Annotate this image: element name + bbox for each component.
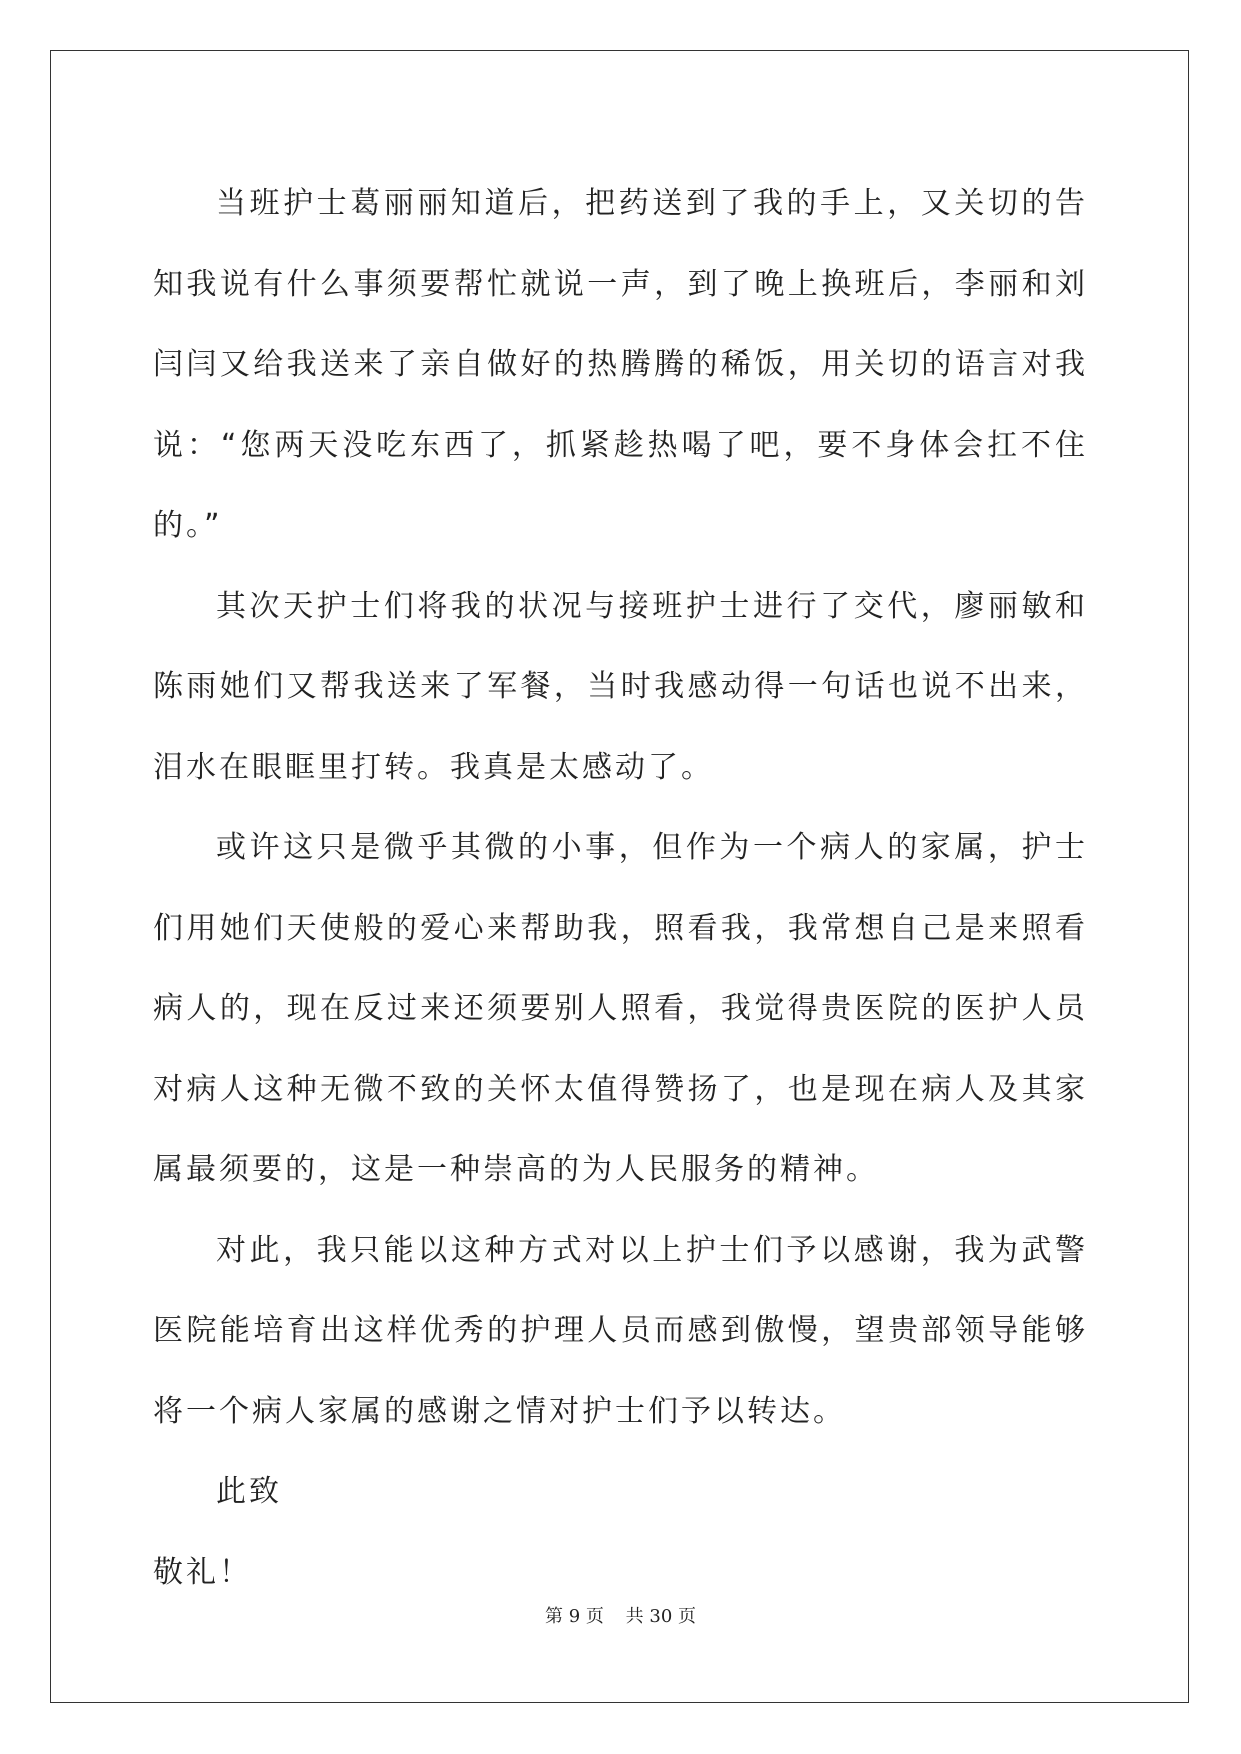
letter-body (153, 164, 1088, 1613)
paragraph-1: 当班护士葛丽丽知道后，把药送到了我的手上，又关切的告知我说有什么事须要帮忙就说一声，到了晚上换班后，李丽和刘闫闫又给我送来了亲自做好的热腾腾的稀饭，用关切的语言对我说：“您两天没吃东西了，抓紧趁热喝了吧，要不身体会扛不住的。” (153, 186, 1088, 543)
page-total: 共 30 页 (625, 1606, 696, 1627)
closing-jing-li: 敬礼！ (153, 1554, 252, 1590)
page-number: 第 9 页 (545, 1606, 604, 1627)
paragraph-2: 其次天护士们将我的状况与接班护士进行了交代，廖丽敏和陈雨她们又帮我送来了军餐，当时我感动得一句话也说不出来，泪水在眼眶里打转。我真是太感动了。 (153, 588, 1088, 785)
paragraph-4: 对此，我只能以这种方式对以上护士们予以感谢，我为武警医院能培育出这样优秀的护理人员而感到傲慢，望贵部领导能够将一个病人家属的感谢之情对护士们予以转达。 (153, 1232, 1088, 1429)
page-footer (0, 1602, 1241, 1628)
salutation-ci-zhi: 此致 (216, 1474, 282, 1509)
paragraph-3: 或许这只是微乎其微的小事，但作为一个病人的家属，护士们用她们天使般的爱心来帮助我，照看我，我常想自己是来照看病人的，现在反过来还须要别人照看，我觉得贵医院的医护人员对病人这种无微不致的关怀太值得赞扬了，也是现在病人及其家属最须要的，这是一种崇高的为人民服务的精神。 (153, 830, 1088, 1187)
